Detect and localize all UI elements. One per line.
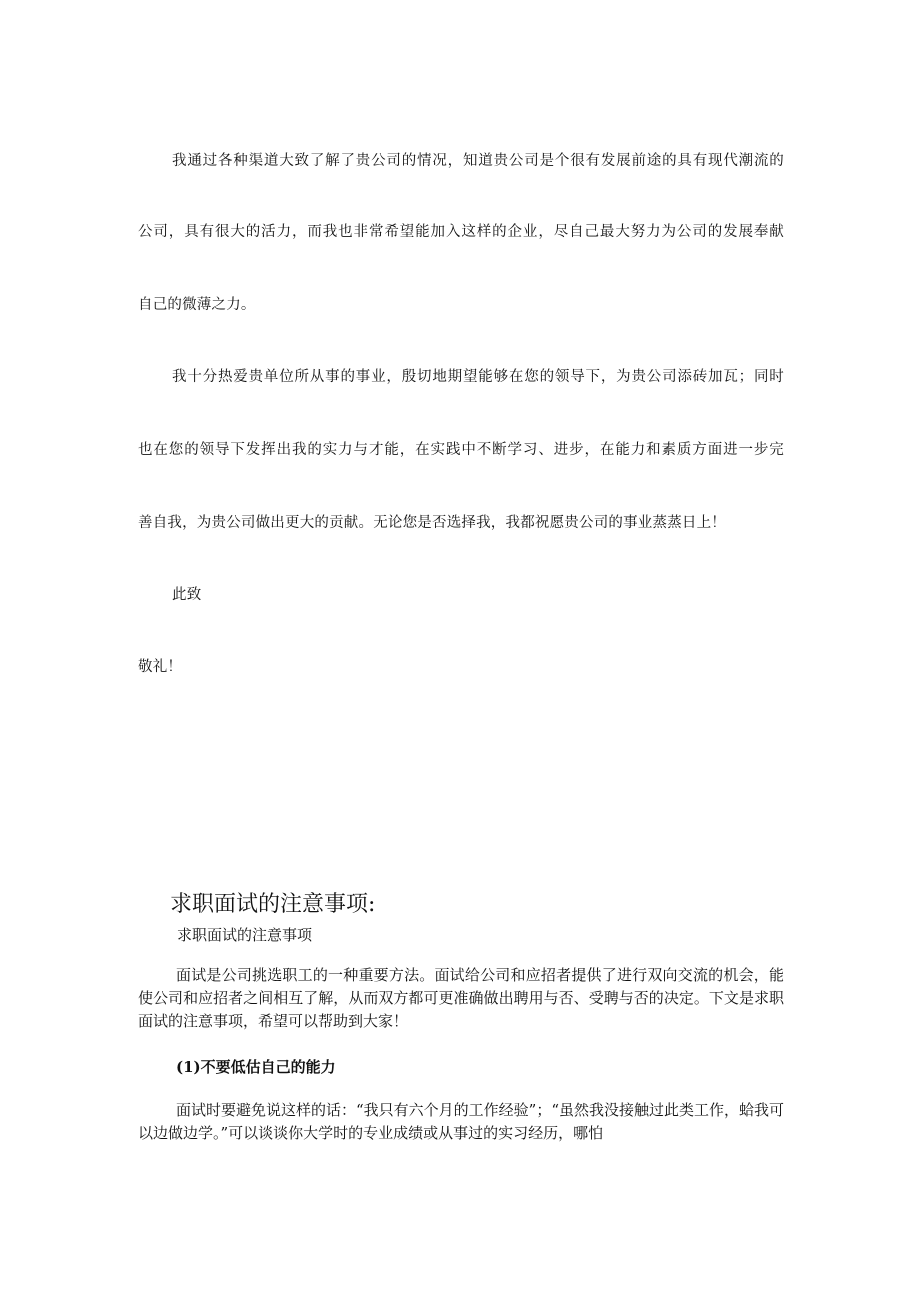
letter-line-2: 公司，具有很大的活力，而我也非常希望能加入这样的企业，尽自己最大努力为公司的发展奉献 bbox=[138, 224, 784, 240]
article-title: 求职面试的注意事项: bbox=[170, 892, 376, 917]
letter-line-5: 也在您的领导下发挥出我的实力与才能，在实践中不断学习、进步，在能力和素质方面进一步完 bbox=[138, 442, 784, 458]
letter-line-4: 我十分热爱贵单位所从事的事业，殷切地期望能够在您的领导下，为贵公司添砖加瓦；同时 bbox=[172, 369, 784, 385]
letter-line-3: 自己的微薄之力。 bbox=[138, 297, 256, 313]
letter-line-6: 善自我，为贵公司做出更大的贡献。无论您是否选择我，我都祝愿贵公司的事业蒸蒸日上！ bbox=[138, 515, 726, 531]
section-heading: (1)不要低估自己的能力 bbox=[176, 1058, 336, 1076]
section-paragraph: 面试时要避免说这样的话：“我只有六个月的工作经验”；“虽然我没接触过此类工作，蛤我可以边做边学。”可以谈谈你大学时的专业成绩或从事过的实习经历，哪怕 bbox=[138, 1101, 785, 1142]
article-subtitle: 求职面试的注意事项 bbox=[177, 926, 313, 944]
letter-line-1: 我通过各种渠道大致了解了贵公司的情况，知道贵公司是个很有发展前途的具有现代潮流的 bbox=[172, 153, 784, 169]
letter-salute: 敬礼！ bbox=[138, 659, 183, 675]
article-intro-paragraph: 面试是公司挑选职工的一种重要方法。面试给公司和应招者提供了进行双向交流的机会，能使公司和应招者之间相互了解，从而双方都可更准确做出聘用与否、受聘与否的决定。下文是求职面试的注意事项，希望可以帮助到大家！ bbox=[138, 966, 784, 1030]
letter-closing: 此致 bbox=[172, 587, 202, 603]
